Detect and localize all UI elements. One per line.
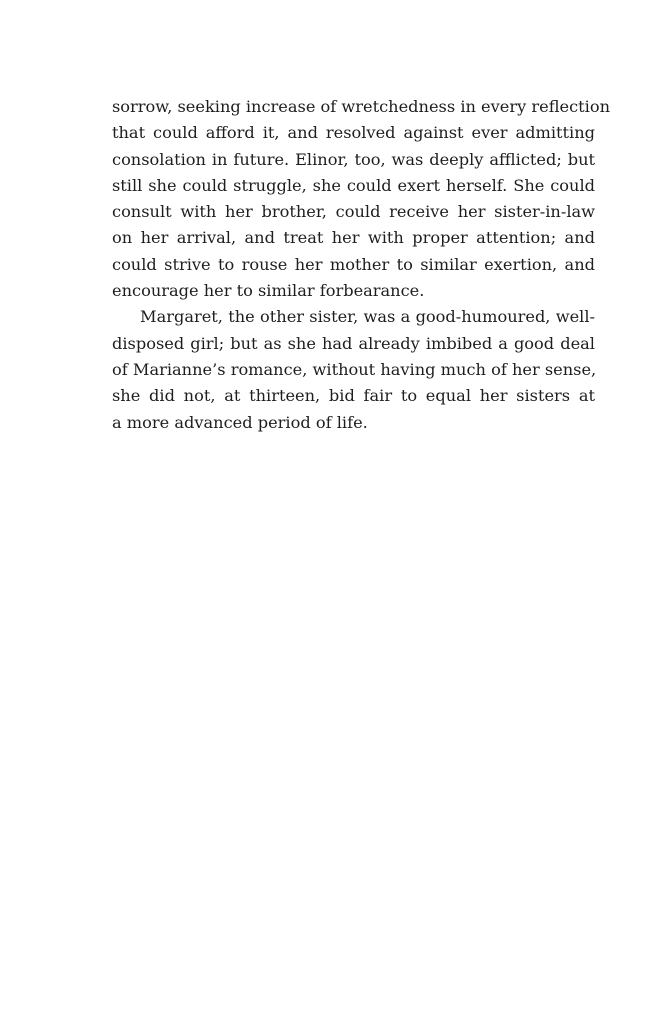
text-line: a more advanced period of life.	[112, 412, 368, 432]
text-line: could strive to rouse her mother to similar exertion, and	[112, 254, 595, 274]
text-line: sorrow, seeking increase of wretchedness in every reflection	[112, 97, 611, 116]
text-line: of Marianne’s romance, without having much of her sense,	[112, 359, 597, 379]
text-line: on her arrival, and treat her with proper attention; and	[112, 228, 595, 248]
paragraph-2	[112, 304, 595, 435]
paragraph-1	[112, 94, 611, 304]
text-line: disposed girl; but as she had already imbibed a good deal	[112, 333, 595, 353]
body-text	[112, 94, 611, 436]
text-line: she did not, at thirteen, bid fair to equal her sisters at	[112, 386, 595, 406]
text-line: consult with her brother, could receive her sister-in-law	[112, 202, 595, 222]
text-line: still she could struggle, she could exert herself. She could	[112, 175, 595, 195]
text-line: consolation in future. Elinor, too, was deeply afflicted; but	[112, 149, 595, 169]
text-line: that could afford it, and resolved against ever admitting	[112, 123, 595, 143]
text-line: encourage her to similar forbearance.	[112, 281, 425, 301]
text-line: Margaret, the other sister, was a good-humoured, well-	[140, 307, 595, 327]
